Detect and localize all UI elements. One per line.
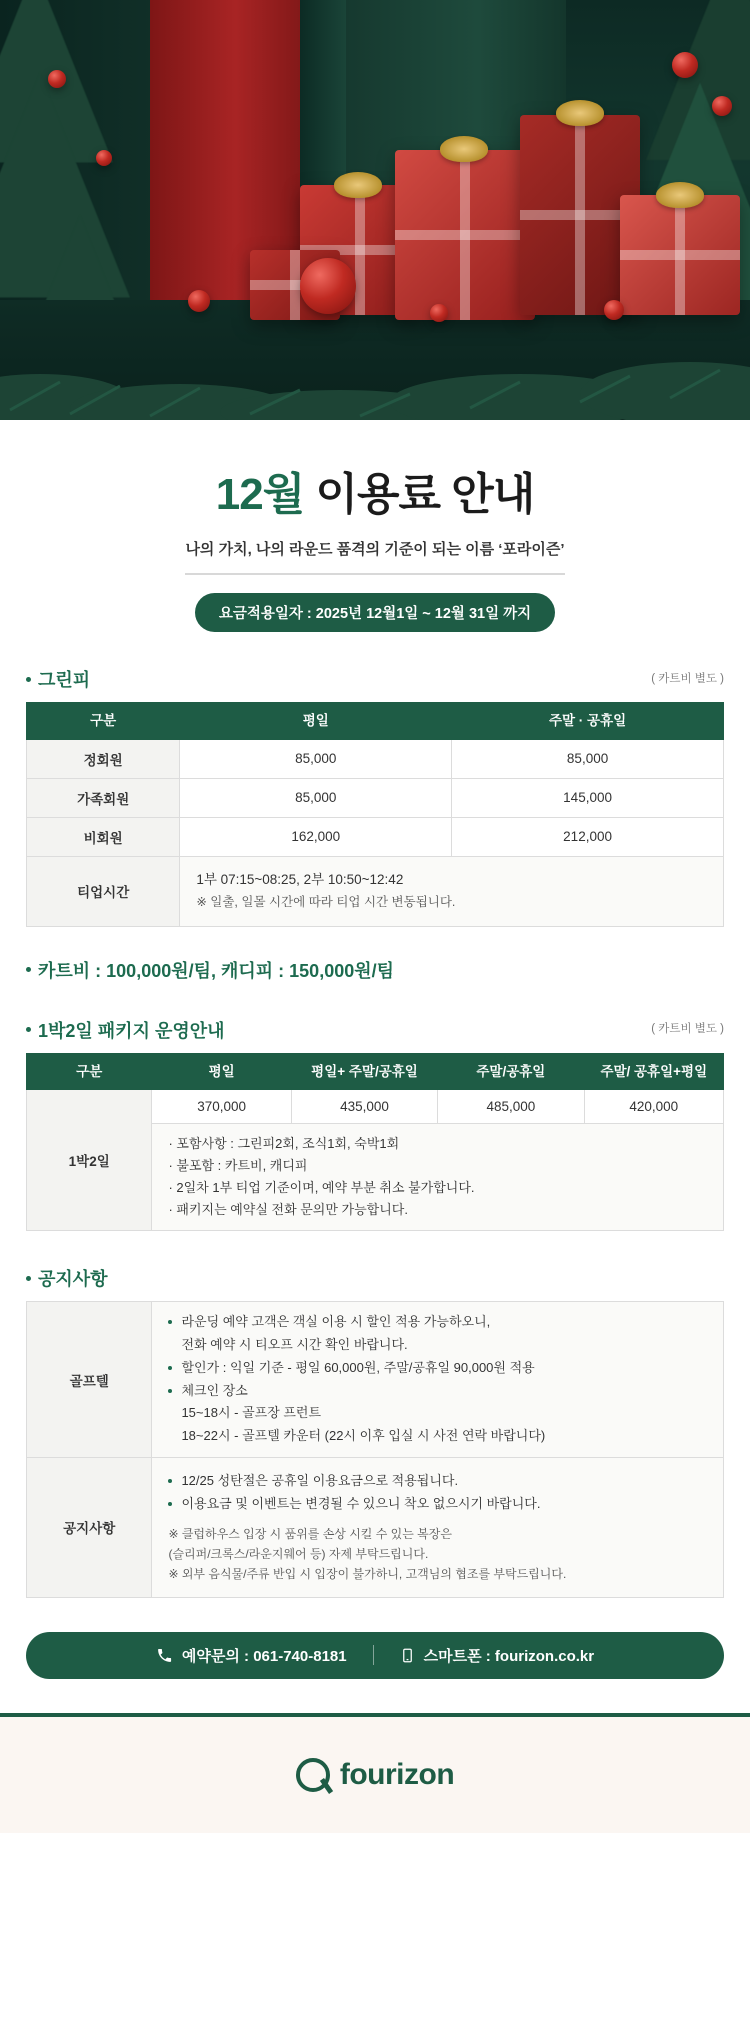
table-row (27, 817, 724, 856)
green-fee-section-head (26, 666, 724, 692)
pine-garland-icon (0, 290, 750, 420)
table-row (27, 1457, 724, 1597)
td-notice-body-0 (152, 1302, 724, 1458)
td-pkg-label: 1박2일 (27, 1090, 152, 1231)
td-green-r0c2: 85,000 (452, 739, 724, 778)
package-note: ( 카트비 별도 ) (651, 1023, 724, 1036)
ribbon-bow-icon (440, 136, 488, 162)
notice-item: 라운딩 예약 고객은 객실 이용 시 할인 적용 가능하오니, (168, 1311, 719, 1334)
footer (0, 1713, 750, 1833)
td-pkg-price-1: 435,000 (291, 1090, 437, 1124)
ornament-ball-icon (96, 150, 112, 166)
notice-asterisk: ※ 외부 음식물/주류 반입 시 입장이 불가하니, 고객님의 협조를 부탁드립니다. (168, 1567, 567, 1582)
table-row (27, 1090, 724, 1124)
notice-asterisk: (슬리퍼/크록스/라운지웨어 등) 자제 부탁드립니다. (168, 1547, 429, 1562)
smartphone-icon (400, 1647, 415, 1664)
ribbon-bow-icon (556, 100, 604, 126)
section-title-notice (26, 1265, 108, 1291)
section-title-text: 1박2일 패키지 운영안내 (38, 1020, 225, 1041)
period-badge: 요금적용일자 : 2025년 12월1일 ~ 12월 31일 까지 (195, 593, 555, 632)
td-green-r1c2: 145,000 (452, 778, 724, 817)
hero-banner (0, 0, 750, 420)
page-title-highlight: 12월 (215, 470, 305, 519)
td-green-r2c0: 비회원 (27, 817, 180, 856)
bullet-dot-icon (26, 1276, 31, 1281)
td-green-r0c0: 정회원 (27, 739, 180, 778)
pkg-detail-1: · 불포함 : 카트비, 캐디피 (168, 1158, 308, 1174)
ornament-ball-icon (672, 52, 698, 78)
th-pkg-1: 평일 (152, 1053, 291, 1090)
section-title-text: 공지사항 (38, 1269, 108, 1290)
bullet-dot-icon (26, 967, 31, 972)
brand-logo (296, 1758, 454, 1792)
th-pkg-4: 주말/ 공휴일+평일 (584, 1053, 723, 1090)
notice-asterisk: ※ 클럽하우스 입장 시 품위를 손상 시킬 수 있는 복장은 (168, 1526, 452, 1541)
contact-mobile[interactable] (400, 1645, 594, 1666)
td-green-r1c0: 가족회원 (27, 778, 180, 817)
pkg-detail-3: · 패키지는 예약실 전화 문의만 가능합니다. (168, 1202, 408, 1218)
notice-section-head (26, 1265, 724, 1291)
bullet-dot-icon (26, 1027, 31, 1032)
td-pkg-details (152, 1124, 724, 1231)
td-green-r2c2: 212,000 (452, 817, 724, 856)
title-block (26, 420, 724, 632)
contact-divider (373, 1645, 374, 1665)
td-tee-label: 티업시간 (27, 856, 180, 926)
tee-line-2: ※ 일출, 일몰 시간에 따라 티업 시간 변동됩니다. (196, 894, 456, 909)
contact-mobile-label: 스마트폰 : fourizon.co.kr (423, 1647, 595, 1665)
th-pkg-3: 주말/공휴일 (438, 1053, 584, 1090)
fourizon-mark-icon (296, 1758, 330, 1792)
tee-line-1: 1부 07:15~08:25, 2부 10:50~12:42 (196, 871, 404, 887)
ribbon-bow-icon (656, 182, 704, 208)
ornament-ball-icon (712, 96, 732, 116)
phone-icon (156, 1647, 173, 1664)
contact-bar[interactable] (26, 1632, 724, 1679)
td-green-r0c1: 85,000 (180, 739, 452, 778)
bullet-dot-icon (26, 677, 31, 682)
package-section-head (26, 1017, 724, 1043)
green-fee-note: ( 카트비 별도 ) (651, 672, 724, 685)
ornament-ball-icon (48, 70, 66, 88)
notice-item: 이용요금 및 이벤트는 변경될 수 있으니 착오 없으시기 바랍니다. (168, 1493, 719, 1516)
section-title-green-fee (26, 666, 90, 692)
td-notice-body-1 (152, 1457, 724, 1597)
notice-item: 전화 예약 시 티오프 시간 확인 바랍니다. (181, 1337, 408, 1353)
contact-phone-label: 예약문의 : 061-740-8181 (181, 1647, 347, 1665)
th-green-0: 구분 (27, 703, 180, 740)
section-title-package (26, 1017, 225, 1043)
page-title (26, 458, 724, 522)
td-notice-label-1: 공지사항 (27, 1457, 152, 1597)
th-green-2: 주말 · 공휴일 (452, 703, 724, 740)
td-green-r1c1: 85,000 (180, 778, 452, 817)
notice-item: 15~18시 - 골프장 프런트 (181, 1405, 322, 1421)
td-green-r2c1: 162,000 (180, 817, 452, 856)
td-pkg-price-0: 370,000 (152, 1090, 291, 1124)
ribbon-bow-icon (334, 172, 382, 198)
td-notice-label-0: 골프텔 (27, 1302, 152, 1458)
table-header-row (27, 703, 724, 740)
td-pkg-price-3: 420,000 (584, 1090, 723, 1124)
content-area (0, 420, 750, 1679)
table-row (27, 739, 724, 778)
section-title-text: 그린피 (38, 670, 91, 690)
package-table (26, 1053, 724, 1232)
notice-table (26, 1301, 724, 1598)
pkg-detail-0: · 포함사항 : 그린피2회, 조식1회, 숙박1회 (168, 1136, 400, 1152)
table-row (27, 1302, 724, 1458)
page-title-rest: 이용료 안내 (304, 470, 535, 519)
cart-caddie-line (26, 957, 724, 983)
th-pkg-2: 평일+ 주말/공휴일 (291, 1053, 437, 1090)
pkg-detail-2: · 2일차 1부 티업 기준이며, 예약 부분 취소 불가합니다. (168, 1180, 475, 1196)
green-fee-table (26, 702, 724, 927)
table-row (27, 778, 724, 817)
notice-item: 18~22시 - 골프텔 카운터 (22시 이후 입실 시 사전 연락 바랍니다) (181, 1428, 546, 1444)
table-row-tee-time (27, 856, 724, 926)
th-green-1: 평일 (180, 703, 452, 740)
th-pkg-0: 구분 (27, 1053, 152, 1090)
cart-caddie-text: 카트비 : 100,000원/팀, 캐디피 : 150,000원/팀 (38, 960, 395, 981)
page-subtitle: 나의 가치, 나의 라운드 품격의 기준이 되는 이름 ‘포라이즌’ (185, 538, 564, 575)
td-tee-info (180, 856, 724, 926)
contact-phone[interactable] (156, 1645, 347, 1666)
brand-name: fourizon (339, 1757, 455, 1791)
notice-item: 체크인 장소 (168, 1380, 719, 1403)
td-pkg-price-2: 485,000 (438, 1090, 584, 1124)
table-header-row (27, 1053, 724, 1090)
notice-item: 할인가 : 익일 기준 - 평일 60,000원, 주말/공휴일 90,000원 적용 (168, 1357, 719, 1380)
notice-item: 12/25 성탄절은 공휴일 이용요금으로 적용됩니다. (168, 1470, 719, 1493)
